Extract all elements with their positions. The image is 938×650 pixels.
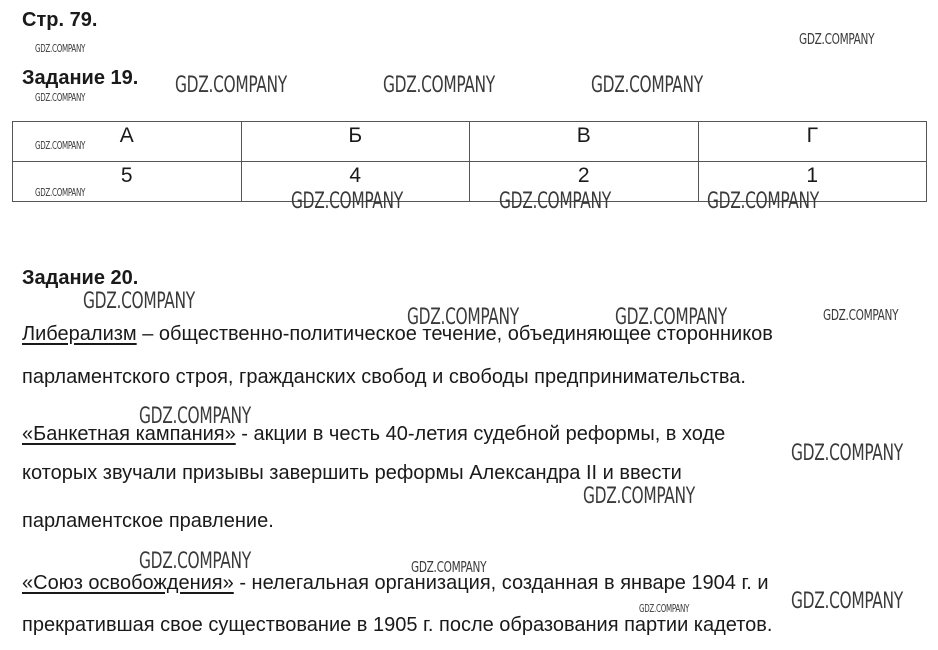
term-banquet-campaign: «Банкетная кампания» bbox=[22, 423, 236, 445]
term-union-of-liberation: «Союз освобождения» bbox=[22, 572, 234, 594]
table-cell: 1 bbox=[698, 162, 927, 202]
definition-text: - нелегальная организация, созданная в январе 1904 г. и bbox=[233, 572, 769, 594]
definition-liberalism-line2: парламентского строя, гражданских свобод и свободы предпринимательства. bbox=[22, 366, 746, 388]
definition-union-line2: прекратившая свое существование в 1905 г. после образования партии кадетов. bbox=[22, 614, 773, 636]
watermark: GDZ.COMPANY bbox=[791, 441, 903, 466]
table-header-cell: Б bbox=[241, 122, 470, 162]
watermark: GDZ.COMPANY bbox=[615, 305, 727, 330]
page-label: Стр. 79. bbox=[22, 9, 98, 31]
definition-text: – общественно-политическое течение, объединяющее сторонников bbox=[136, 323, 773, 345]
table-cell: 5 bbox=[13, 162, 242, 202]
definition-union-line1 bbox=[22, 571, 769, 595]
watermark: GDZ.COMPANY bbox=[175, 73, 287, 98]
watermark: GDZ.COMPANY bbox=[583, 484, 695, 509]
watermark: GDZ.COMPANY bbox=[707, 189, 819, 214]
watermark: GDZ.COMPANY bbox=[35, 139, 86, 152]
watermark: GDZ.COMPANY bbox=[139, 404, 251, 429]
watermark: GDZ.COMPANY bbox=[35, 186, 86, 199]
watermark: GDZ.COMPANY bbox=[639, 602, 690, 615]
table-header-row bbox=[13, 122, 927, 162]
watermark: GDZ.COMPANY bbox=[139, 549, 251, 574]
watermark: GDZ.COMPANY bbox=[499, 189, 611, 214]
watermark: GDZ.COMPANY bbox=[407, 305, 519, 330]
definition-banquet-line2: которых звучали призывы завершить реформы Александра II и ввести bbox=[22, 462, 682, 484]
table-cell: 2 bbox=[470, 162, 699, 202]
watermark: GDZ.COMPANY bbox=[799, 30, 875, 48]
watermark: GDZ.COMPANY bbox=[823, 306, 899, 324]
table-header-cell: А bbox=[13, 122, 242, 162]
watermark: GDZ.COMPANY bbox=[411, 558, 487, 576]
watermark: GDZ.COMPANY bbox=[83, 289, 195, 314]
table-header-cell: В bbox=[470, 122, 699, 162]
definition-text: - акции в честь 40-летия судебной реформы, в ходе bbox=[235, 423, 726, 445]
task-20-title: Задание 20. bbox=[22, 267, 139, 289]
watermark: GDZ.COMPANY bbox=[383, 73, 495, 98]
watermark: GDZ.COMPANY bbox=[291, 189, 403, 214]
table-cell: 4 bbox=[241, 162, 470, 202]
definition-banquet-line3: парламентское правление. bbox=[22, 510, 274, 532]
term-liberalism: Либерализм bbox=[22, 323, 137, 345]
watermark: GDZ.COMPANY bbox=[591, 73, 703, 98]
watermark: GDZ.COMPANY bbox=[35, 42, 86, 55]
task-19-title: Задание 19. bbox=[22, 67, 139, 89]
definition-banquet-line1 bbox=[22, 422, 725, 446]
watermark: GDZ.COMPANY bbox=[35, 91, 86, 104]
table-header-cell: Г bbox=[698, 122, 927, 162]
watermark: GDZ.COMPANY bbox=[791, 589, 903, 614]
